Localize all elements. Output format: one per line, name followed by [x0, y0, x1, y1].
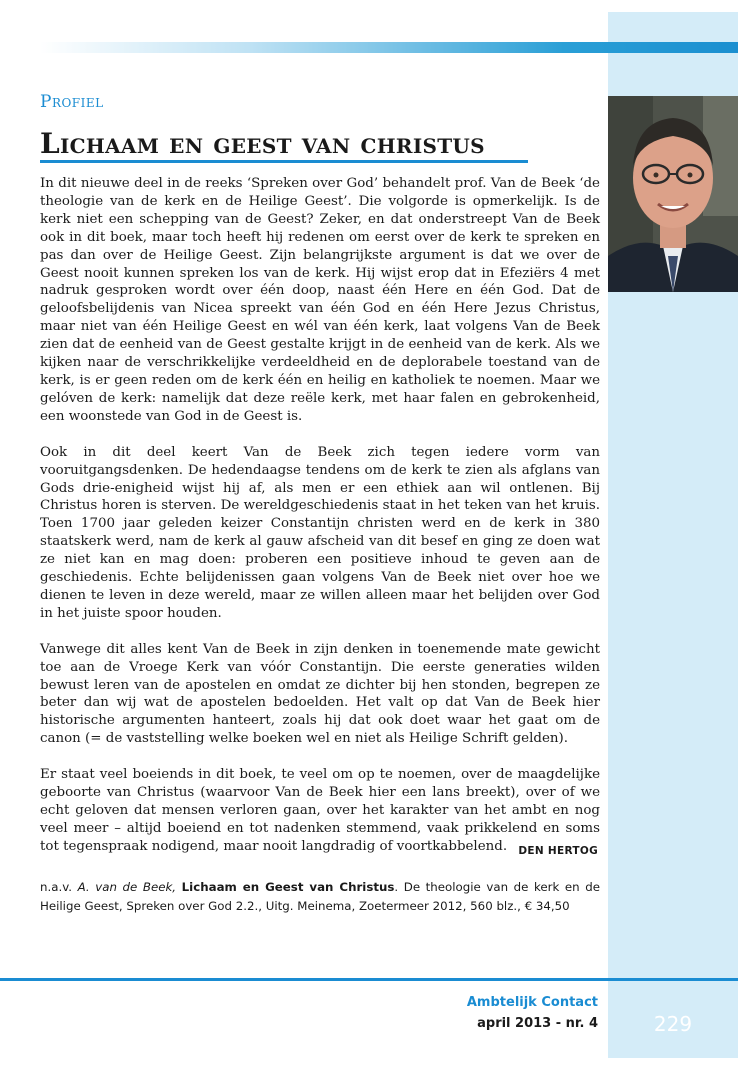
book-reference [40, 878, 600, 916]
magazine-name: Ambtelijk Contact [466, 995, 598, 1010]
reference-details: . De theologie van de kerk en de Heilige Geest, Spreken over God 2.2., Uitg. Meinema, Zoetermeer 2012, 560 blz., € 34,50 [40, 880, 600, 913]
reference-prefix: n.a.v. [40, 880, 78, 894]
article-title: Lichaam en geest van christus [40, 127, 485, 160]
paragraph: Er staat veel boeiends in dit boek, te veel om op te noemen, over de maagdelijke geboorte van Christus (waarvoor Van de Beek hier een lans breekt), over of we echt geloven dat mensen verloren gaan, over het karakter van het ambt en nog veel meer – altijd boeiend en tot nadenken stemmend, vaak prikkelend en soms tot tegenspraak nodigend, maar nooit langdradig of voortkabbelend. [40, 767, 600, 854]
header-gradient-bar [40, 42, 738, 53]
magazine-issue: april 2013 - nr. 4 [477, 1016, 598, 1031]
article-body [40, 175, 600, 874]
reference-author: A. van de Beek, [77, 880, 177, 894]
paragraph: In dit nieuwe deel in de reeks ‘Spreken over God’ behandelt prof. Van de Beek ‘de theologie van de kerk en de Heilige Geest’. Die volgorde is opmerkelijk. Is de kerk niet een schepping van de Geest? Zeker, en dat onderstreept Van de Beek ook in dit boek, maar toch heeft hij redenen om eerst over de kerk te spreken en pas dan over de Heilige Geest. Zijn belangrijkste argument is dat we over de Geest nooit kunnen spreken los van de kerk. Hij wijst erop dat in Efeziërs 4 met nadruk gesproken wordt over één doop, naast één Here en één God. Dat de geloofsbelijdenis van Nicea spreekt van één God en één Here Jezus Christus, maar niet van één Heilige Geest en wél van één kerk, laat volgens Van de Beek zien dat de eenheid van de Geest gestalte krijgt in de eenheid van de kerk. Als we kijken naar de verschrikkelijke verdeeldheid en de deplorabele toestand van de kerk, is er geen reden om de kerk één en heilig en katholiek te noemen. Maar we gelóven de kerk: namelijk dat deze reële kerk, met haar falen en gebrokenheid, een woonstede van God in de Geest is. [40, 176, 600, 424]
paragraph: Vanwege dit alles kent Van de Beek in zijn denken in toenemende mate gewicht toe aan de Vroege Kerk van vóór Constantijn. Die eerste generaties wilden bewust leren van de apostelen en omdat ze dichter bij hen stonden, begrepen ze beter dan wij wat de apostelen bedoelden. Het valt op dat Van de Beek hier historische argumenten hanteert, zoals hij dat ook doet waar het gaat om de canon (= de vaststelling welke boeken wel en niet als Heilige Schrift gelden). [40, 641, 600, 747]
title-underline [40, 160, 528, 163]
section-label: Profiel [40, 92, 104, 112]
portrait-illustration [608, 96, 738, 292]
paragraph: Ook in dit deel keert Van de Beek zich tegen iedere vorm van vooruitgangsdenken. De hedendaagse tendens om de kerk te zien als afglans van Gods drie-enigheid wijst hij af, als men er een ethiek aan wil ontlenen. Bij Christus horen is sterven. De wereldgeschiedenis staat in het teken van het kruis. Toen 1700 jaar geleden keizer Constantijn christen werd en de kerk in 380 staatskerk werd, nam de kerk al gauw afscheid van dit besef en ging ze doen wat ze niet kan en mag doen: proberen een positieve inhoud te geven aan de geschiedenis. Echte belijdenissen gaan volgens Van de Beek niet over hoe we dienen te leven in deze wereld, maar ze willen alleen maar het belijden over God in het juiste spoor houden. [40, 444, 600, 621]
author-name: DEN HERTOG [518, 845, 598, 857]
author-photo [608, 96, 738, 292]
page-number: 229 [653, 1012, 693, 1036]
reference-title: Lichaam en Geest van Christus [181, 880, 395, 894]
footer-rule [0, 978, 738, 981]
